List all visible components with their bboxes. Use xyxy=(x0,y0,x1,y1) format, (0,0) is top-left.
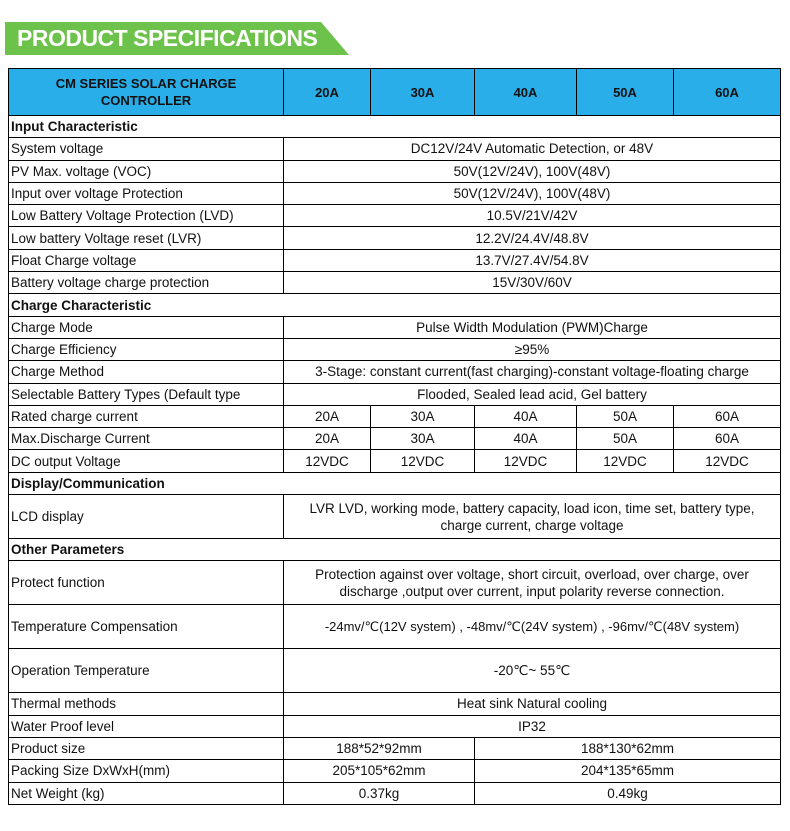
table-row xyxy=(9,737,781,759)
section-input-characteristic: Input Characteristic xyxy=(9,116,781,138)
cell-value: 60A xyxy=(674,405,781,427)
row-value: IP32 xyxy=(284,715,781,737)
cell-value: 40A xyxy=(475,405,577,427)
header-col-50a: 50A xyxy=(577,69,674,116)
cell-value: 0.37kg xyxy=(284,782,475,804)
header-col-30a: 30A xyxy=(371,69,475,116)
row-label: Input over voltage Protection xyxy=(9,182,284,204)
row-label: Packing Size DxWxH(mm) xyxy=(9,760,284,782)
table-row xyxy=(9,361,781,383)
cell-value: 0.49kg xyxy=(475,782,781,804)
cell-value: 20A xyxy=(284,428,371,450)
cell-value: 12VDC xyxy=(284,450,371,472)
row-label: Operation Temperature xyxy=(9,649,284,693)
row-label: Low Battery Voltage Protection (LVD) xyxy=(9,205,284,227)
row-label: Product size xyxy=(9,737,284,759)
cell-value: 50A xyxy=(577,405,674,427)
row-label: Net Weight (kg) xyxy=(9,782,284,804)
spec-table xyxy=(8,68,781,805)
row-value: 13.7V/27.4V/54.8V xyxy=(284,249,781,271)
cell-value: 12VDC xyxy=(371,450,475,472)
row-value: -24mv/℃(12V system) , -48mv/℃(24V system) , -96mv/℃(48V system) xyxy=(284,605,781,649)
row-label: Battery voltage charge protection xyxy=(9,272,284,294)
cell-value: 205*105*62mm xyxy=(284,760,475,782)
row-label: Max.Discharge Current xyxy=(9,428,284,450)
row-value xyxy=(284,495,781,539)
section-charge-characteristic: Charge Characteristic xyxy=(9,294,781,316)
row-value: 12.2V/24.4V/48.8V xyxy=(284,227,781,249)
banner-title: PRODUCT SPECIFICATIONS xyxy=(17,25,318,51)
table-row xyxy=(9,561,781,605)
cell-value: 40A xyxy=(475,428,577,450)
section-row xyxy=(9,116,781,138)
row-value-line: charge current, charge voltage xyxy=(440,517,624,533)
table-row xyxy=(9,383,781,405)
row-label: Water Proof level xyxy=(9,715,284,737)
row-label: Temperature Compensation xyxy=(9,605,284,649)
table-row xyxy=(9,272,781,294)
cell-value: 204*135*65mm xyxy=(475,760,781,782)
header-col-40a: 40A xyxy=(475,69,577,116)
row-value: Flooded, Sealed lead acid, Gel battery xyxy=(284,383,781,405)
cell-value: 60A xyxy=(674,428,781,450)
table-row xyxy=(9,495,781,539)
header-col-60a: 60A xyxy=(674,69,781,116)
table-row xyxy=(9,205,781,227)
section-display-communication: Display/Communication xyxy=(9,472,781,494)
cell-value: 30A xyxy=(371,405,475,427)
table-row xyxy=(9,649,781,693)
table-row xyxy=(9,182,781,204)
row-value: 50V(12V/24V), 100V(48V) xyxy=(284,160,781,182)
row-label: Charge Method xyxy=(9,361,284,383)
table-row xyxy=(9,227,781,249)
row-value: DC12V/24V Automatic Detection, or 48V xyxy=(284,138,781,160)
row-label: PV Max. voltage (VOC) xyxy=(9,160,284,182)
row-value: 50V(12V/24V), 100V(48V) xyxy=(284,182,781,204)
table-row xyxy=(9,782,781,804)
row-value: 3-Stage: constant current(fast charging)-constant voltage-floating charge xyxy=(284,361,781,383)
row-label: Rated charge current xyxy=(9,405,284,427)
row-label: Thermal methods xyxy=(9,693,284,715)
cell-value: 188*52*92mm xyxy=(284,737,475,759)
row-value: ≥95% xyxy=(284,338,781,360)
table-row xyxy=(9,316,781,338)
row-value: Heat sink Natural cooling xyxy=(284,693,781,715)
section-other-parameters: Other Parameters xyxy=(9,539,781,561)
row-label: System voltage xyxy=(9,138,284,160)
cell-value: 12VDC xyxy=(674,450,781,472)
table-row xyxy=(9,138,781,160)
table-row xyxy=(9,715,781,737)
table-row xyxy=(9,249,781,271)
row-label: Selectable Battery Types (Default type xyxy=(9,383,284,405)
row-label: Charge Efficiency xyxy=(9,338,284,360)
section-row xyxy=(9,539,781,561)
cell-value: 188*130*62mm xyxy=(475,737,781,759)
section-row xyxy=(9,294,781,316)
row-label: Charge Mode xyxy=(9,316,284,338)
table-row xyxy=(9,338,781,360)
row-label: LCD display xyxy=(9,495,284,539)
row-label: Float Charge voltage xyxy=(9,249,284,271)
row-value-line: discharge ,output over current, input polarity reverse connection. xyxy=(339,583,725,599)
header-col-20a: 20A xyxy=(284,69,371,116)
table-row xyxy=(9,428,781,450)
cell-value: 12VDC xyxy=(577,450,674,472)
table-row xyxy=(9,693,781,715)
row-value: 10.5V/21V/42V xyxy=(284,205,781,227)
table-header-row xyxy=(9,69,781,116)
table-row xyxy=(9,605,781,649)
section-banner xyxy=(5,22,349,55)
row-value-line: Protection against over voltage, short circuit, overload, over charge, over xyxy=(315,566,749,582)
row-value: Pulse Width Modulation (PWM)Charge xyxy=(284,316,781,338)
cell-value: 12VDC xyxy=(475,450,577,472)
row-value: -20℃~ 55℃ xyxy=(284,649,781,693)
cell-value: 50A xyxy=(577,428,674,450)
table-row xyxy=(9,450,781,472)
table-row xyxy=(9,760,781,782)
header-model: CM SERIES SOLAR CHARGE CONTROLLER xyxy=(9,69,284,116)
row-value: 15V/30V/60V xyxy=(284,272,781,294)
section-row xyxy=(9,472,781,494)
table-row xyxy=(9,160,781,182)
row-label: DC output Voltage xyxy=(9,450,284,472)
table-row xyxy=(9,405,781,427)
row-value-line: LVR LVD, working mode, battery capacity, load icon, time set, battery type, xyxy=(309,500,755,516)
row-value xyxy=(284,561,781,605)
row-label: Low battery Voltage reset (LVR) xyxy=(9,227,284,249)
cell-value: 30A xyxy=(371,428,475,450)
row-label: Protect function xyxy=(9,561,284,605)
cell-value: 20A xyxy=(284,405,371,427)
